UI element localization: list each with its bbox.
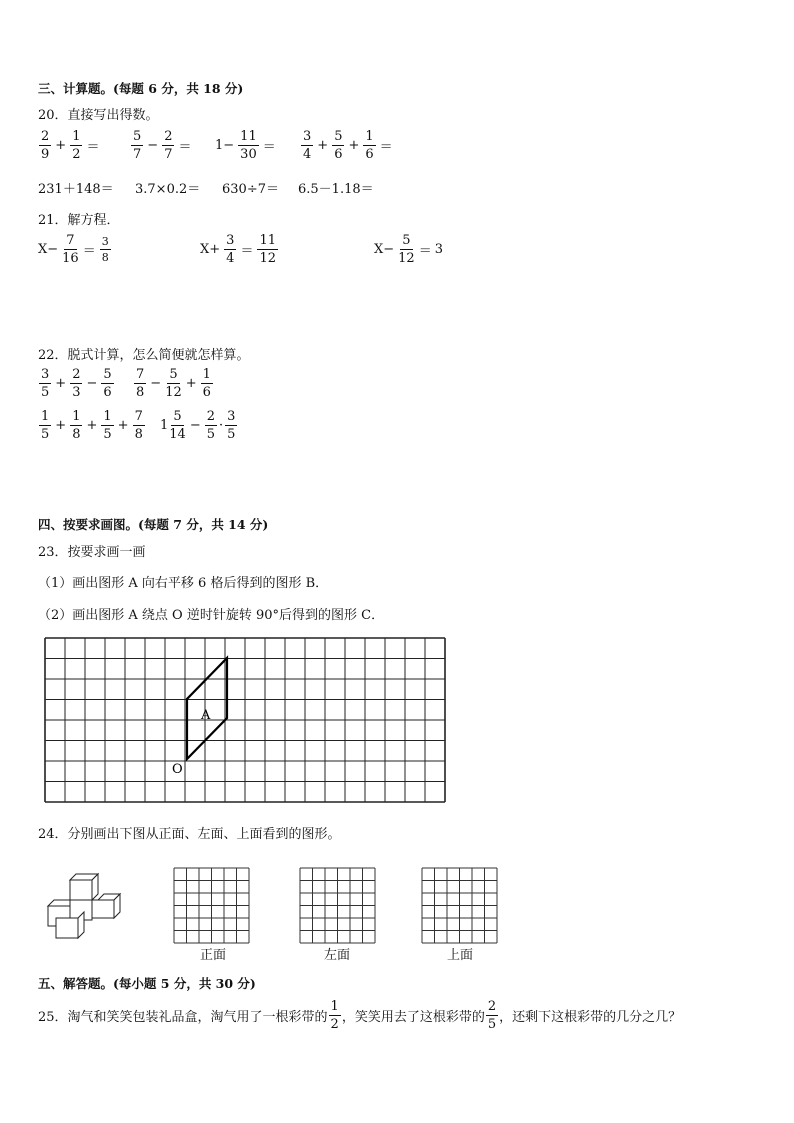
- q21-eq-3: X− $\frac{5}{12}$ ＝ 3: [374, 233, 443, 266]
- front-view-grid: [172, 866, 252, 944]
- q20-expr-2: $\frac{5}{7}$ − $\frac{2}{7}$ ＝: [133, 129, 192, 162]
- q23-label: 23．按要求画一画: [38, 545, 146, 560]
- section-4-title: 四、按要求画图。(每题 7 分，共 14 分): [38, 517, 269, 532]
- q21-eq-2: X+ $\frac{3}{4}$ ＝ $\frac{11}{12}$: [200, 233, 276, 266]
- top-view-grid: [420, 866, 500, 944]
- section-3-title: 三、计算题。(每题 6 分，共 18 分): [38, 81, 244, 96]
- cube-stack-figure: [40, 872, 126, 940]
- q22-expr-3: $\frac{1}{5}$ + $\frac{1}{8}$ + $\frac{1}{5}$ + $\frac{7}{8}$: [41, 409, 143, 442]
- point-o-label: O: [172, 762, 183, 777]
- q21-eq-1: X− $\frac{7}{16}$ ＝ $\frac{3}{8}$: [38, 233, 109, 266]
- q25-text: 25．淘气和笑笑包装礼品盒，淘气用了一根彩带的 $\frac{1}{2}$ ，笑笑用去了这根彩带的 $\frac{2}{5}$ ，还剩下这根彩带的几分之几？: [38, 999, 682, 1032]
- section-5-title: 五、解答题。(每小题 5 分，共 30 分): [38, 976, 256, 991]
- q22-label: 22．脱式计算，怎么简便就怎样算。: [38, 348, 250, 363]
- q20-expr-3: 1− $\frac{11}{30}$ ＝: [215, 129, 276, 162]
- q20-label: 20．直接写出得数。: [38, 108, 159, 123]
- q20-expr-1: $\frac{2}{9}$ + $\frac{1}{2}$ ＝: [41, 129, 100, 162]
- q23-part-2: （2）画出图形 A 绕点 O 逆时针旋转 90°后得到的图形 C．: [38, 608, 385, 623]
- q23-part-1: （1）画出图形 A 向右平移 6 格后得到的图形 B．: [38, 576, 329, 591]
- q20-calc-1: 231＋148＝: [38, 182, 114, 197]
- left-view-caption: 左面: [324, 948, 351, 963]
- q21-label: 21．解方程．: [38, 213, 120, 228]
- q20-calc-2: 3.7×0.2＝: [135, 182, 201, 197]
- shape-a-label: A: [201, 708, 211, 723]
- front-view-caption: 正面: [200, 948, 227, 963]
- q23-grid: [44, 637, 446, 803]
- left-view-grid: [298, 866, 378, 944]
- q22-expr-2: $\frac{7}{8}$ − $\frac{5}{12}$ + $\frac{1}{6}$: [136, 367, 211, 400]
- q22-expr-1: $\frac{3}{5}$ + $\frac{2}{3}$ − $\frac{5}{6}$: [41, 367, 112, 400]
- top-view-caption: 上面: [447, 948, 474, 963]
- q20-expr-4: $\frac{3}{4}$ + $\frac{5}{6}$ + $\frac{1}{6}$ ＝: [303, 129, 393, 162]
- q24-label: 24．分别画出下图从正面、左面、上面看到的图形。: [38, 827, 341, 842]
- q22-expr-4: 1 $\frac{5}{14}$ − $\frac{2}{5}$ · $\frac{3}{5}$: [160, 409, 236, 442]
- q20-calc-4: 6.5－1.18＝: [298, 182, 374, 197]
- q20-calc-3: 630÷7＝: [222, 182, 279, 197]
